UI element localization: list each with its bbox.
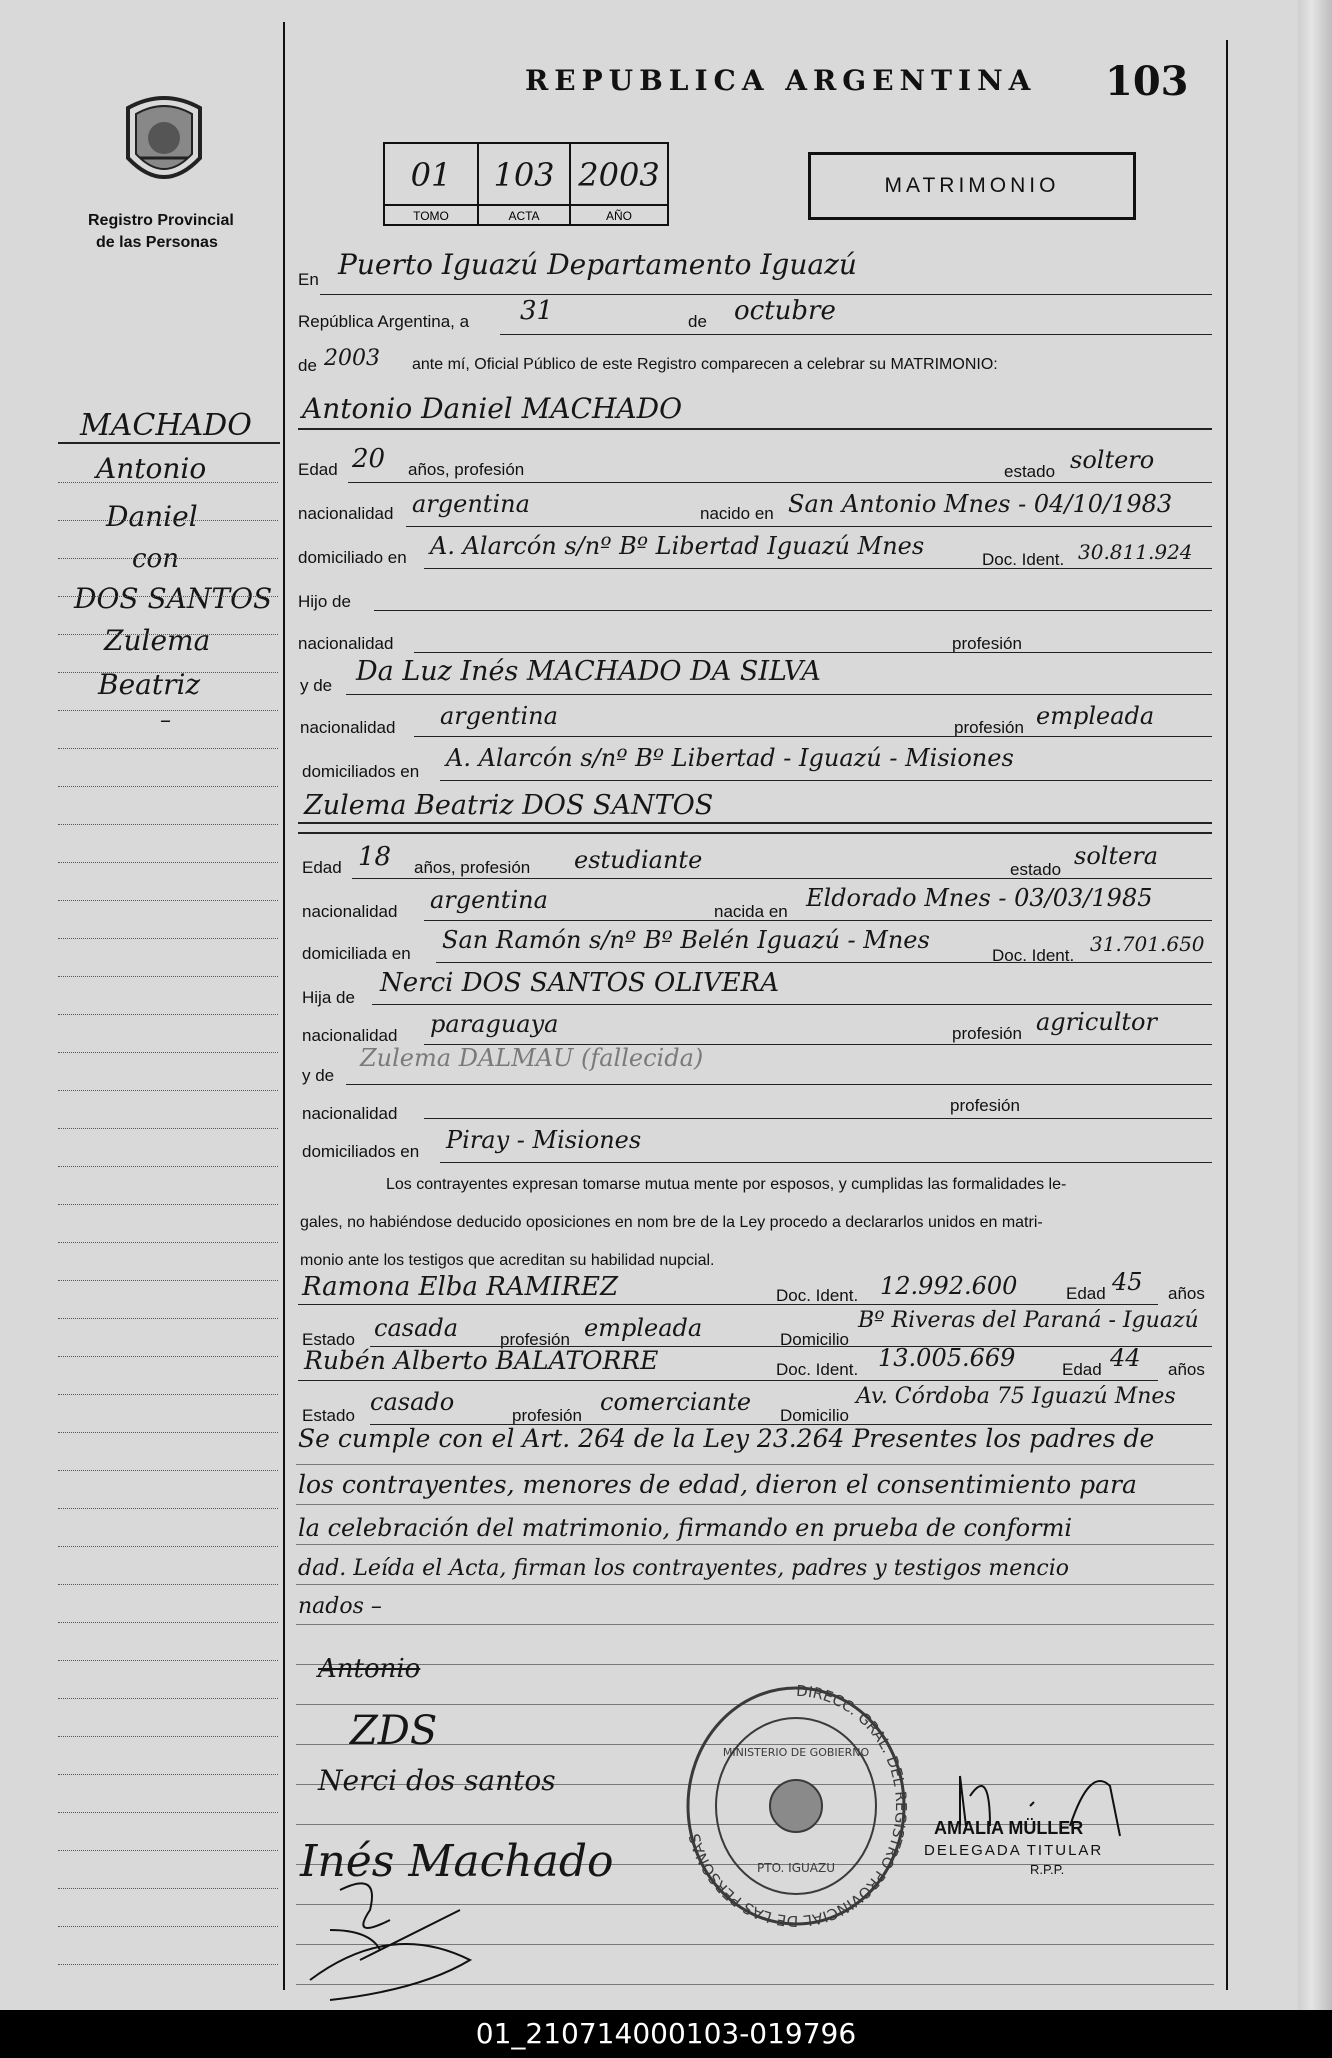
groom-nac-line bbox=[406, 526, 1212, 527]
margin-note-7: – bbox=[160, 708, 171, 733]
label-groom-hijo-de: Hijo de bbox=[298, 592, 351, 611]
label-bride-father-nacionalidad: nacionalidad bbox=[302, 1026, 398, 1045]
label-de-month: de bbox=[688, 312, 707, 331]
margin-ruled-line bbox=[58, 1166, 278, 1167]
margin-ruled-line bbox=[58, 1736, 278, 1737]
groom-mother-profession: empleada bbox=[1036, 702, 1155, 730]
margin-ruled-line bbox=[58, 1356, 278, 1357]
margin-ruled-line bbox=[58, 938, 278, 939]
margin-ruled-line bbox=[58, 1774, 278, 1775]
declaration-line1: Los contrayentes expresan tomarse mutua mente por esposos, y cumplidas las formalidades le- bbox=[386, 1176, 1067, 1193]
footer-image-id: 01_210714000103-019796 bbox=[0, 2010, 1332, 2058]
bride-age: 18 bbox=[358, 842, 392, 872]
date-line bbox=[500, 334, 1212, 335]
label-groom-nacido-en: nacido en bbox=[700, 504, 774, 523]
margin-note-3: con bbox=[132, 544, 179, 574]
label-ante-mi: ante mí, Oficial Público de este Registro comparecen a celebrar su MATRIMONIO: bbox=[412, 356, 998, 373]
day-value: 31 bbox=[520, 296, 554, 326]
bride-name: Zulema Beatriz DOS SANTOS bbox=[304, 790, 714, 821]
bride-father-line bbox=[372, 1004, 1212, 1005]
margin-note-4: DOS SANTOS bbox=[74, 582, 273, 615]
witness2-line bbox=[298, 1380, 1158, 1381]
label-witness2-domicilio: Domicilio bbox=[780, 1406, 849, 1425]
witness1-profession: empleada bbox=[584, 1314, 703, 1342]
margin-ruled-line bbox=[58, 520, 278, 521]
note-line-4: nados – bbox=[298, 1594, 382, 1619]
signature-groom: Antonio bbox=[318, 1654, 421, 1684]
label-groom-father-profesion: profesión bbox=[952, 634, 1022, 653]
witness2-age: 44 bbox=[1110, 1344, 1141, 1372]
label-witness2-estado: Estado bbox=[302, 1406, 355, 1425]
groom-civil-status: soltero bbox=[1070, 446, 1155, 474]
margin-ruled-line bbox=[58, 824, 278, 825]
label-witness2-doc: Doc. Ident. bbox=[776, 1360, 859, 1379]
groom-father-nac-line bbox=[414, 652, 1212, 653]
label-bride-nacionalidad: nacionalidad bbox=[302, 902, 398, 921]
margin-ruled-line bbox=[58, 1432, 278, 1433]
margin-note-0: MACHADO bbox=[80, 408, 252, 443]
tomo-label: TOMO bbox=[385, 204, 477, 226]
declaration-text bbox=[300, 1166, 1220, 1280]
margin-note-5: Zulema bbox=[104, 624, 211, 657]
groom-edad-line bbox=[348, 482, 1212, 483]
margin-rule-left bbox=[283, 22, 285, 1990]
note-line-1: los contrayentes, menores de edad, dieron el consentimiento para bbox=[298, 1470, 1137, 1499]
margin-ruled-line bbox=[58, 1660, 278, 1661]
label-bride-hija-de: Hija de bbox=[302, 988, 355, 1007]
margin-ruled-line bbox=[58, 1546, 278, 1547]
label-witness1-profesion: profesión bbox=[500, 1330, 570, 1349]
bride-doc: 31.701.650 bbox=[1090, 932, 1205, 956]
margin-ruled-line bbox=[58, 1812, 278, 1813]
label-groom-domiciliados-en: domiciliados en bbox=[302, 762, 420, 781]
stamp-city: PTO. IGUAZU bbox=[757, 1861, 835, 1875]
label-groom-mother-profesion: profesión bbox=[954, 718, 1024, 737]
groom-dom-line bbox=[424, 568, 1212, 569]
book-page-edge bbox=[1298, 0, 1332, 2010]
note-line-2: la celebración del matrimonio, firmando en prueba de conformi bbox=[298, 1514, 1073, 1542]
tomo-acta-ano-box bbox=[383, 142, 669, 226]
label-groom-edad: Edad bbox=[298, 460, 338, 479]
label-bride-father-profesion: profesión bbox=[952, 1024, 1022, 1043]
margin-ruled-line bbox=[58, 1014, 278, 1015]
bride-edad-line bbox=[352, 878, 1212, 879]
official-stamp bbox=[676, 1676, 916, 1936]
label-de-year: de bbox=[298, 356, 317, 375]
label-witness1-estado: Estado bbox=[302, 1330, 355, 1349]
label-bride-domiciliados-en: domiciliados en bbox=[302, 1142, 420, 1161]
acta-cell bbox=[479, 144, 571, 224]
bride-profession: estudiante bbox=[574, 846, 703, 874]
groom-parents-address: A. Alarcón s/nº Bº Libertad - Iguazú - Misiones bbox=[446, 744, 1014, 772]
label-bride-mother-nacionalidad: nacionalidad bbox=[302, 1104, 398, 1123]
label-bride-y-de: y de bbox=[302, 1066, 335, 1085]
margin-ruled-line bbox=[58, 1926, 278, 1927]
tomo-value: 01 bbox=[410, 156, 452, 194]
groom-father-line bbox=[374, 610, 1212, 611]
signature-bride: ZDS bbox=[350, 1708, 438, 1754]
margin-ruled-line bbox=[58, 482, 278, 483]
label-witness2-edad: Edad bbox=[1062, 1360, 1102, 1379]
bride-address: San Ramón s/nº Bº Belén Iguazú - Mnes bbox=[442, 926, 930, 954]
declaration-line2: gales, no habiéndose deducido oposiciones en nom bre de la Ley procedo a declararlos unidos en matri- bbox=[300, 1214, 1043, 1231]
margin-ruled-line bbox=[58, 1318, 278, 1319]
label-bride-edad: Edad bbox=[302, 858, 342, 877]
witness1-line bbox=[298, 1304, 1158, 1305]
margin-ruled-line bbox=[58, 1280, 278, 1281]
label-witness1-edad: Edad bbox=[1066, 1284, 1106, 1303]
acta-label: ACTA bbox=[479, 204, 569, 226]
label-witness1-domicilio: Domicilio bbox=[780, 1330, 849, 1349]
margin-note-6: Beatriz bbox=[98, 668, 201, 701]
margin-ruled-line bbox=[58, 1888, 278, 1889]
margin-ruled-line bbox=[58, 1850, 278, 1851]
groom-mother-nac-line bbox=[414, 736, 1212, 737]
margin-ruled-line bbox=[58, 900, 278, 901]
witness2-status: casado bbox=[370, 1388, 455, 1416]
margin-ruled-line bbox=[58, 1052, 278, 1053]
bride-mother-line bbox=[346, 1084, 1212, 1085]
margin-ruled-line bbox=[58, 1470, 278, 1471]
margin-ruled-line bbox=[58, 1394, 278, 1395]
groom-nationality: argentina bbox=[412, 490, 530, 518]
label-republica-a: República Argentina, a bbox=[298, 312, 470, 331]
witness2-profession: comerciante bbox=[600, 1388, 752, 1416]
scribble-signatures bbox=[270, 1870, 530, 2010]
margin-ruled-line bbox=[58, 1964, 278, 1965]
label-groom-doc: Doc. Ident. bbox=[982, 550, 1065, 569]
label-bride-mother-profesion: profesión bbox=[950, 1096, 1020, 1115]
label-groom-anos-profesion: años, profesión bbox=[408, 460, 525, 479]
bride-father-profession: agricultor bbox=[1036, 1008, 1157, 1036]
margin-ruled-line bbox=[58, 748, 278, 749]
margin-ruled-line bbox=[58, 1204, 278, 1205]
official-title: DELEGADA TITULAR bbox=[924, 1842, 1104, 1859]
label-bride-doc: Doc. Ident. bbox=[992, 946, 1075, 965]
year-value: 2003 bbox=[324, 346, 380, 371]
groom-parents-dom-line bbox=[440, 780, 1212, 781]
registry-name-line2: de las Personas bbox=[96, 234, 218, 251]
place-line bbox=[320, 294, 1212, 295]
bride-nationality: argentina bbox=[430, 886, 548, 914]
tomo-cell bbox=[385, 144, 479, 224]
body-ruled-line bbox=[296, 1504, 1214, 1505]
stamp-ring-text: DIRECC. GRAL. DEL REGISTRO PROVINCIAL DE LAS PERSONAS bbox=[685, 1681, 910, 1931]
label-groom-father-nacionalidad: nacionalidad bbox=[298, 634, 394, 653]
label-witness2-anos: años bbox=[1168, 1360, 1205, 1379]
declaration-line3: monio ante los testigos que acreditan su habilidad nupcial. bbox=[300, 1252, 715, 1269]
label-groom-nacionalidad: nacionalidad bbox=[298, 504, 394, 523]
provincial-seal-logo bbox=[118, 88, 210, 196]
witness2-doc: 13.005.669 bbox=[878, 1344, 1016, 1372]
label-witness1-doc: Doc. Ident. bbox=[776, 1286, 859, 1305]
margin-ruled-line bbox=[58, 1584, 278, 1585]
label-bride-nacida-en: nacida en bbox=[714, 902, 788, 921]
bride-parents-dom-line bbox=[440, 1162, 1212, 1163]
body-ruled-line bbox=[296, 1544, 1214, 1545]
page-number: 103 bbox=[1105, 58, 1189, 105]
margin-ruled-line bbox=[58, 672, 278, 673]
body-ruled-line bbox=[296, 1584, 1214, 1585]
groom-mother-nationality: argentina bbox=[440, 702, 558, 730]
note-line-0: Se cumple con el Art. 264 de la Ley 23.264 Presentes los padres de bbox=[298, 1424, 1155, 1453]
body-ruled-line bbox=[296, 1464, 1214, 1465]
label-en: En bbox=[298, 270, 319, 289]
label-bride-domiciliada-en: domiciliada en bbox=[302, 944, 411, 963]
margin-ruled-line bbox=[58, 1128, 278, 1129]
margin-ruled-line bbox=[58, 1622, 278, 1623]
margin-rule-right bbox=[1226, 40, 1228, 1990]
official-org: R.P.P. bbox=[1030, 1862, 1065, 1877]
ano-value: 2003 bbox=[578, 156, 660, 194]
label-witness2-profesion: profesión bbox=[512, 1406, 582, 1425]
witness1-doc: 12.992.600 bbox=[880, 1272, 1018, 1300]
witness1-name: Ramona Elba RAMIREZ bbox=[302, 1272, 619, 1302]
bride-father-nationality: paraguaya bbox=[430, 1010, 559, 1038]
groom-name-line bbox=[298, 428, 1212, 430]
margin-ruled-line bbox=[58, 976, 278, 977]
groom-mother: Da Luz Inés MACHADO DA SILVA bbox=[356, 656, 821, 687]
margin-ruled-line bbox=[58, 1698, 278, 1699]
bride-mother: Zulema DALMAU (fallecida) bbox=[360, 1044, 704, 1072]
note-line-3: dad. Leída el Acta, firman los contrayentes, padres y testigos mencio bbox=[298, 1556, 1069, 1581]
margin-ruled-line bbox=[58, 1508, 278, 1509]
bride-parents-address: Piray - Misiones bbox=[446, 1126, 642, 1154]
label-groom-domiciliado-en: domiciliado en bbox=[298, 548, 407, 567]
month-value: octubre bbox=[734, 296, 836, 326]
body-ruled-line bbox=[296, 1624, 1214, 1625]
margin-ruled-line bbox=[58, 862, 278, 863]
official-name: AMALIA MÜLLER bbox=[934, 1818, 1084, 1838]
bride-birth: Eldorado Mnes - 03/03/1985 bbox=[806, 884, 1153, 912]
witness1-status: casada bbox=[374, 1314, 459, 1342]
witness2-address: Av. Córdoba 75 Iguazú Mnes bbox=[856, 1384, 1176, 1409]
label-groom-mother-nacionalidad: nacionalidad bbox=[300, 718, 396, 737]
witness2-name: Rubén Alberto BALATORRE bbox=[304, 1346, 659, 1375]
act-type-box: MATRIMONIO bbox=[808, 152, 1136, 220]
groom-name: Antonio Daniel MACHADO bbox=[302, 392, 683, 425]
witness1-address: Bº Riveras del Paraná - Iguazú bbox=[858, 1308, 1199, 1333]
groom-age: 20 bbox=[352, 444, 386, 474]
stamp-inner-text: MINISTERIO DE GOBIERNO bbox=[722, 1746, 870, 1759]
groom-doc: 30.811.924 bbox=[1078, 540, 1193, 564]
bride-mother-nac-line bbox=[424, 1118, 1212, 1119]
bride-father: Nerci DOS SANTOS OLIVERA bbox=[380, 968, 779, 998]
signature-mother: Inés Machado bbox=[300, 1836, 614, 1887]
margin-ruled-line bbox=[58, 634, 278, 635]
registry-name-line1: Registro Provincial bbox=[88, 212, 234, 229]
bride-name-line bbox=[298, 822, 1212, 824]
margin-ruled-line bbox=[58, 710, 278, 711]
ano-cell bbox=[571, 144, 667, 224]
country-title: REPUBLICA ARGENTINA bbox=[525, 64, 1037, 97]
bride-nac-line bbox=[424, 920, 1212, 921]
margin-ruled-line bbox=[58, 1090, 278, 1091]
margin-note-1: Antonio bbox=[96, 452, 207, 485]
groom-mother-line bbox=[346, 694, 1212, 695]
label-witness1-anos: años bbox=[1168, 1284, 1205, 1303]
bride-dom-line bbox=[436, 962, 1212, 963]
groom-birth: San Antonio Mnes - 04/10/1983 bbox=[788, 490, 1173, 518]
signature-father: Nerci dos santos bbox=[318, 1764, 556, 1797]
margin-ruled-line bbox=[58, 786, 278, 787]
label-groom-y-de: y de bbox=[300, 676, 333, 695]
margin-ruled-line bbox=[58, 596, 278, 597]
label-bride-anos-profesion: años, profesión bbox=[414, 858, 531, 877]
margin-note-2: Daniel bbox=[106, 500, 198, 533]
margin-ruled-line bbox=[58, 558, 278, 559]
section-divider bbox=[298, 832, 1212, 834]
margin-ruled-line bbox=[58, 1242, 278, 1243]
label-groom-estado: estado bbox=[1004, 462, 1056, 481]
margin-underline bbox=[58, 442, 280, 444]
bride-civil-status: soltera bbox=[1074, 842, 1159, 870]
body-ruled-line bbox=[296, 1664, 1214, 1665]
witness1-age: 45 bbox=[1112, 1268, 1143, 1296]
groom-address: A. Alarcón s/nº Bº Libertad Iguazú Mnes bbox=[430, 532, 925, 560]
place-value: Puerto Iguazú Departamento Iguazú bbox=[338, 248, 857, 281]
ano-label: AÑO bbox=[571, 204, 667, 226]
acta-value: 103 bbox=[493, 156, 555, 194]
label-bride-estado: estado bbox=[1010, 860, 1062, 879]
